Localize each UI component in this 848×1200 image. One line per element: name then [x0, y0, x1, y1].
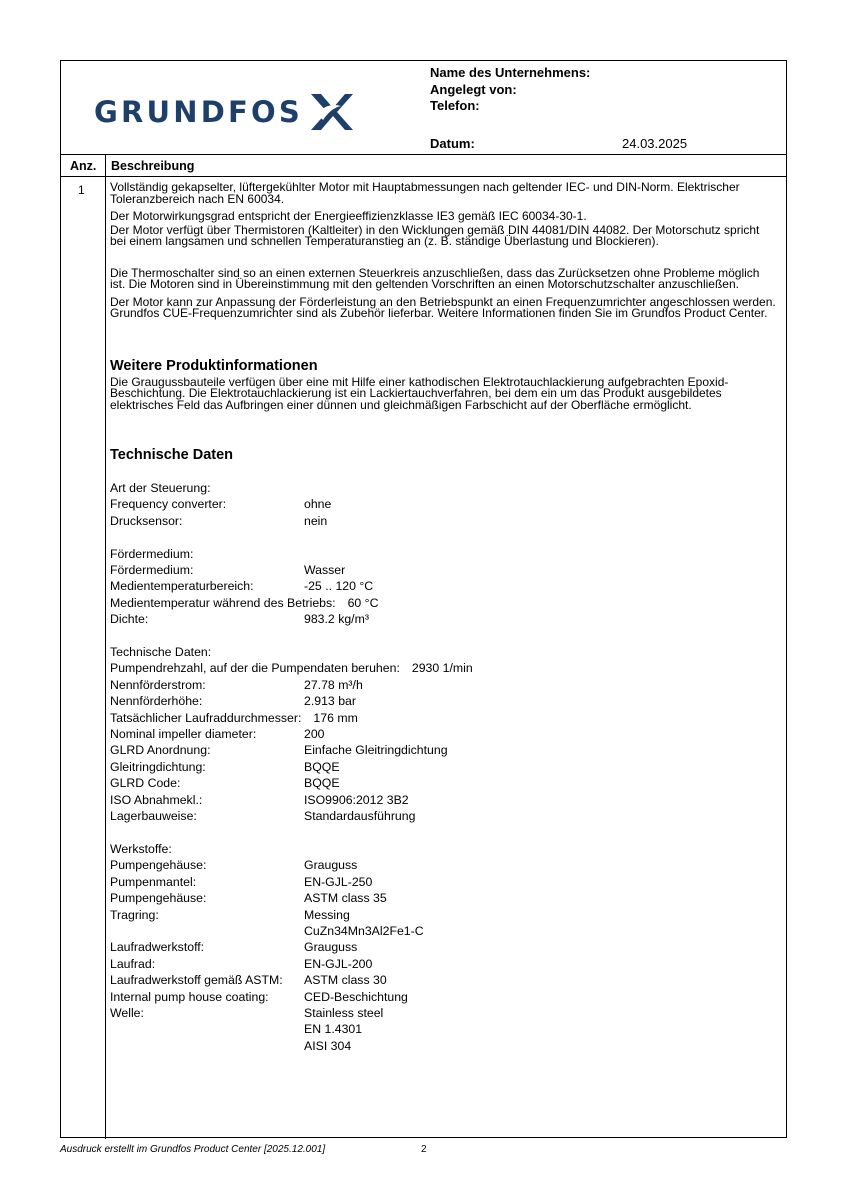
date-label: Datum:: [430, 136, 475, 151]
description-header: Beschreibung: [111, 159, 195, 173]
spec-row: Internal pump house coating: CED-Beschichtung: [110, 989, 408, 1004]
spec-row: Welle: Stainless steel: [110, 1005, 384, 1020]
spec-row: Laufradwerkstoff: Grauguss: [110, 940, 358, 955]
spec-row: Laufradwerkstoff gemäß ASTM: ASTM class 30: [110, 973, 387, 988]
spec-row: GLRD Code: BQQE: [110, 776, 340, 791]
spec-group-title: Werkstoffe:: [110, 841, 172, 856]
quantity-value: 1: [78, 183, 85, 197]
spec-row: Medientemperatur während des Betriebs: 60 °C: [110, 595, 379, 610]
spec-row: CuZn34Mn3Al2Fe1-C: [304, 923, 424, 938]
column-divider: [105, 154, 106, 1139]
spec-row: Lagerbauweise: Standardausführung: [110, 809, 416, 824]
spec-row: EN 1.4301: [304, 1022, 363, 1037]
paragraph: Der Motor verfügt über Thermistoren (Kaltleiter) in den Wicklungen gemäß DIN 44081/DIN 44082. Der Motorschutz spricht bei einem langsamen und schnellen Temperaturanstieg an (z. B. ständige Überlastung und Blockieren).: [110, 222, 760, 248]
company-info: [430, 65, 590, 115]
footer-text: Ausdruck erstellt im Grundfos Product Center [2025.12.001]: [60, 1144, 326, 1155]
date-row: [430, 136, 730, 151]
spec-row: Nennförderstrom: 27.78 m³/h: [110, 677, 363, 692]
spec-row: Pumpengehäuse: Grauguss: [110, 858, 358, 873]
spec-row: Nominal impeller diameter: 200: [110, 727, 325, 742]
paragraph: Vollständig gekapselter, lüftergekühlter Motor mit Hauptabmessungen nach geltender IEC- und DIN-Norm. Elektrischer Toleranzbereich nach EN 60034.: [110, 180, 740, 206]
spec-row: Medientemperaturbereich: -25 .. 120 °C: [110, 579, 374, 594]
spec-row: Tatsächlicher Laufraddurchmesser: 176 mm: [110, 710, 358, 725]
description-content: [110, 182, 778, 1054]
spec-row: Laufrad: EN-GJL-200: [110, 956, 373, 971]
more-info-text: Die Graugussbauteile verfügen über eine mit Hilfe einer kathodischen Elektrotauchlackierung aufgebrachten Epoxid-Beschichtung. Die Elektrotauchlackierung ist ein Lackiertauchverfahren, bei dem ein um das Produkt ausgebildetes elektrisches Feld das Aufbringen einer dünnen und gleichmäßigen Farbschicht auf der Oberfläche ermöglicht.: [110, 374, 729, 412]
more-info-heading: Weitere Produktinformationen: [110, 357, 318, 374]
spec-group-title: Fördermedium:: [110, 546, 194, 561]
spec-row: Frequency converter: ohne: [110, 497, 332, 512]
company-label: Name des Unternehmens:: [430, 65, 591, 80]
spec-row: Pumpenmantel: EN-GJL-250: [110, 874, 373, 889]
created-by-label: Angelegt von:: [430, 81, 517, 97]
paragraph: Der Motor kann zur Anpassung der Förderleistung an den Betriebspunkt an einen Frequenzumrichter angeschlossen werden. Grundfos CUE-Frequenzumrichter sind als Zubehör lieferbar. Weitere Informationen finden Sie im Grundfos Product Center.: [110, 294, 776, 320]
spec-row: GLRD Anordnung: Einfache Gleitringdichtung: [110, 743, 448, 758]
spec-group-title: Art der Steuerung:: [110, 481, 211, 495]
spec-row: Tragring: Messing: [110, 907, 350, 922]
date-value: 24.03.2025: [622, 136, 688, 151]
phone-label: Telefon:: [430, 98, 480, 113]
spec-row: Dichte: 983.2 kg/m³: [110, 612, 369, 627]
page-number: 2: [421, 1144, 427, 1155]
spec-row: AISI 304: [304, 1038, 352, 1053]
spec-row: Fördermedium: Wasser: [110, 563, 346, 578]
document-frame: [60, 60, 787, 1138]
spec-group-title: Technische Daten:: [110, 645, 212, 660]
paragraph: Der Motorwirkungsgrad entspricht der Energieeffizienzklasse IE3 gemäß IEC 60034-30-1.: [110, 209, 587, 223]
grundfos-x-icon: [307, 90, 357, 134]
spec-row: Drucksensor: nein: [110, 513, 328, 528]
spec-row: Pumpendrehzahl, auf der die Pumpendaten beruhen: 2930 1/min: [110, 661, 473, 676]
spec-row: ISO Abnahmekl.: ISO9906:2012 3B2: [110, 792, 409, 807]
spec-row: Nennförderhöhe: 2.913 bar: [110, 694, 356, 709]
spec-row: Pumpengehäuse: ASTM class 35: [110, 891, 387, 906]
spec-list: [110, 480, 778, 1054]
header-divider: [61, 154, 786, 155]
tech-heading: Technische Daten: [110, 447, 234, 463]
spec-row: Gleitringdichtung: BQQE: [110, 759, 340, 774]
qty-header: Anz.: [70, 159, 97, 173]
grundfos-logo: [94, 87, 357, 137]
table-header-divider: [61, 176, 786, 177]
logo-text: GRUNDFOS: [94, 94, 303, 129]
paragraph: Die Thermoschalter sind so an einen externen Steuerkreis anzuschließen, dass das Zurücksetzen ohne Probleme möglich ist. Die Motoren sind in Übereinstimmung mit den geltenden Vorschriften an einen Motorschutzschalter anzuschließen.: [110, 265, 760, 291]
